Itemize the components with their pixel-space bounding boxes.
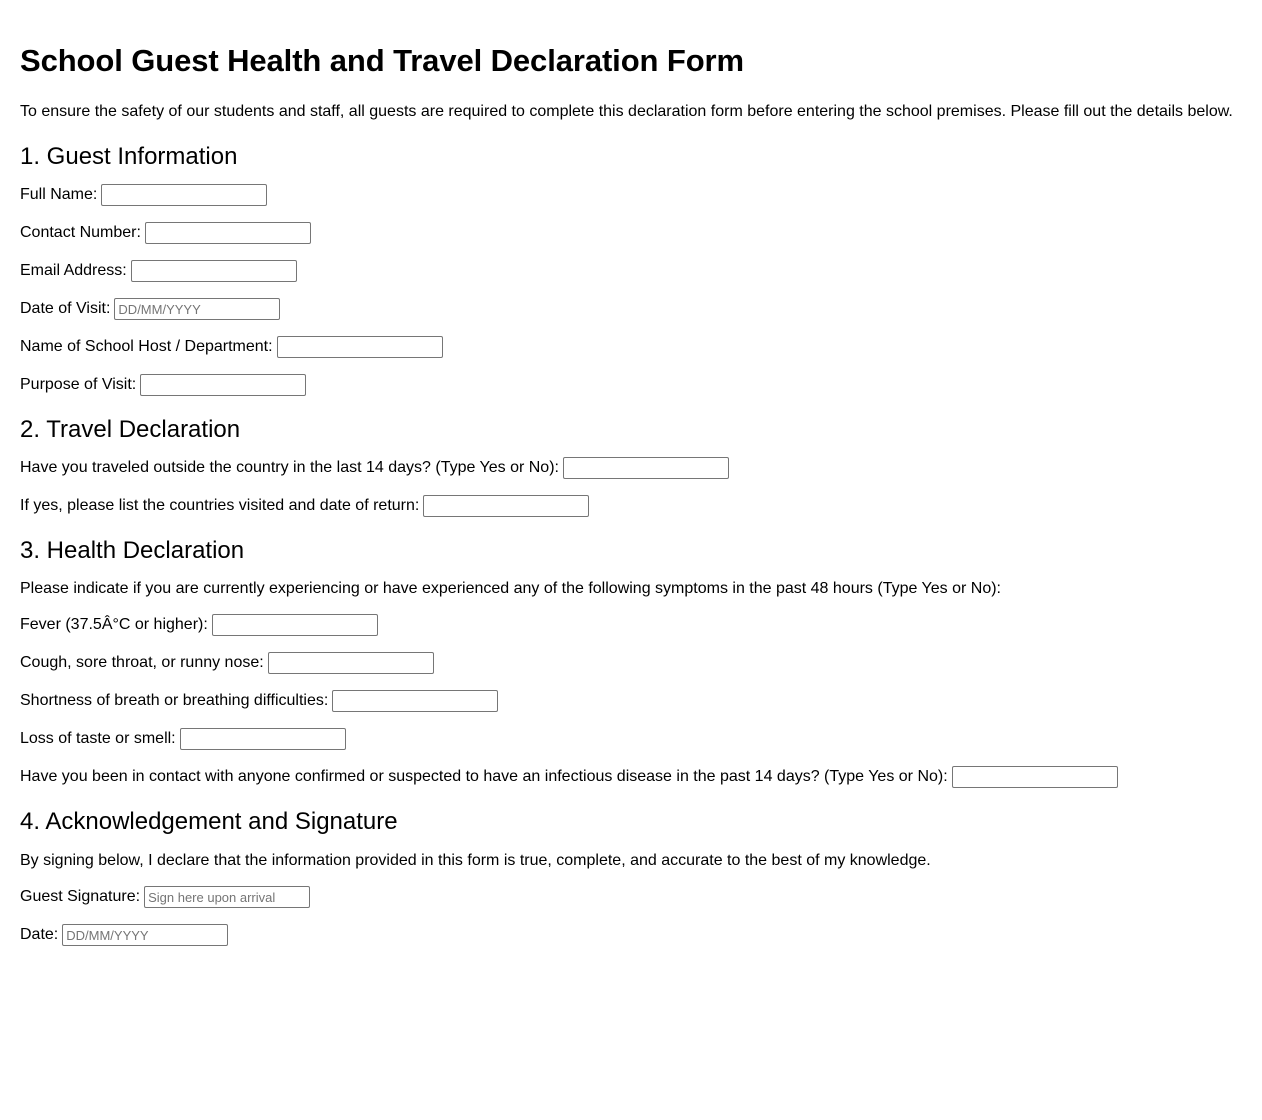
acknowledgement-statement: By signing below, I declare that the information provided in this form is true, complete, and accurate to the best of my knowledge.: [20, 852, 931, 869]
full-name-label: Full Name:: [20, 186, 98, 203]
signature-label: Guest Signature:: [20, 888, 141, 905]
traveled-input[interactable]: [563, 457, 729, 479]
email-row: [20, 260, 1242, 282]
purpose-row: [20, 374, 1242, 396]
section-heading-travel-declaration: 2. Travel Declaration: [20, 416, 241, 443]
date-of-visit-row: [20, 298, 1242, 320]
host-input[interactable]: [277, 336, 443, 358]
host-label: Name of School Host / Department:: [20, 338, 273, 355]
fever-label: Fever (37.5Â°C or higher):: [20, 616, 208, 633]
section-heading-health-declaration: 3. Health Declaration: [20, 537, 245, 564]
contact-number-input[interactable]: [145, 222, 311, 244]
section-heading-acknowledgement: 4. Acknowledgement and Signature: [20, 808, 398, 835]
signature-input[interactable]: [144, 886, 310, 908]
section-heading-guest-information: 1. Guest Information: [20, 143, 238, 170]
fever-row: [20, 614, 1242, 636]
taste-input[interactable]: [180, 728, 346, 750]
host-row: [20, 336, 1242, 358]
page-title: School Guest Health and Travel Declaration Form: [20, 43, 744, 78]
signature-date-label: Date:: [20, 926, 59, 943]
full-name-input[interactable]: [101, 184, 267, 206]
cough-label: Cough, sore throat, or runny nose:: [20, 654, 264, 671]
cough-row: [20, 652, 1242, 674]
breath-row: [20, 690, 1242, 712]
traveled-label: Have you traveled outside the country in the last 14 days? (Type Yes or No):: [20, 459, 559, 476]
email-label: Email Address:: [20, 262, 127, 279]
purpose-input[interactable]: [140, 374, 306, 396]
countries-row: [20, 495, 1242, 517]
breath-label: Shortness of breath or breathing difficulties:: [20, 692, 329, 709]
contact-number-label: Contact Number:: [20, 224, 141, 241]
contact-number-row: [20, 222, 1242, 244]
purpose-label: Purpose of Visit:: [20, 376, 137, 393]
fever-input[interactable]: [212, 614, 378, 636]
traveled-row: [20, 457, 1242, 479]
symptoms-instruction: Please indicate if you are currently experiencing or have experienced any of the following symptoms in the past 48 hours (Type Yes or No):: [20, 580, 1001, 597]
email-input[interactable]: [131, 260, 297, 282]
signature-date-row: [20, 924, 1242, 946]
cough-input[interactable]: [268, 652, 434, 674]
countries-input[interactable]: [423, 495, 589, 517]
taste-row: [20, 728, 1242, 750]
contact-exposure-row: [20, 766, 1242, 788]
breath-input[interactable]: [332, 690, 498, 712]
intro-text: To ensure the safety of our students and staff, all guests are required to complete this declaration form before entering the school premises. Please fill out the details below.: [20, 103, 1233, 120]
full-name-row: [20, 184, 1242, 206]
contact-exposure-input[interactable]: [952, 766, 1118, 788]
signature-date-input[interactable]: [62, 924, 228, 946]
contact-exposure-label: Have you been in contact with anyone confirmed or suspected to have an infectious disease in the past 14 days? (Type Yes or No):: [20, 768, 948, 785]
date-of-visit-input[interactable]: [114, 298, 280, 320]
taste-label: Loss of taste or smell:: [20, 730, 176, 747]
date-of-visit-label: Date of Visit:: [20, 300, 111, 317]
signature-row: [20, 886, 1242, 908]
countries-label: If yes, please list the countries visited and date of return:: [20, 497, 420, 514]
